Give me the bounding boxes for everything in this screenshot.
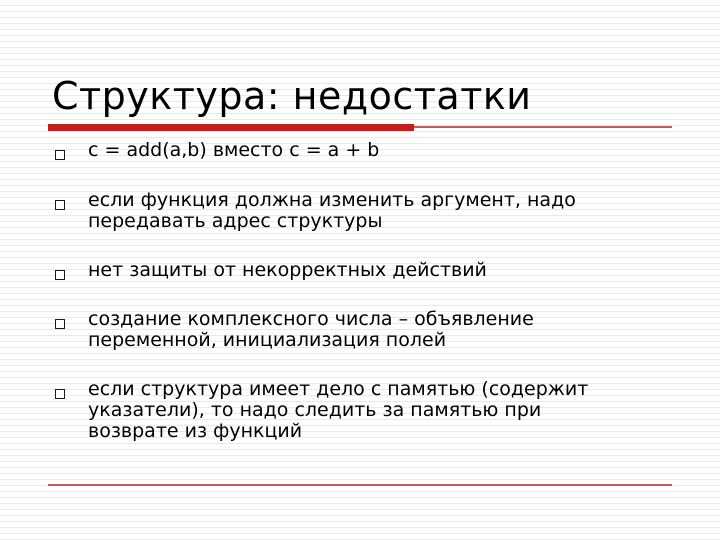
- bullet-item: [52, 190, 672, 232]
- square-bullet-icon: [55, 200, 65, 210]
- square-bullet-icon: [55, 389, 65, 399]
- square-bullet-icon: [55, 270, 65, 280]
- bullet-item: [52, 309, 672, 351]
- bullet-text: нет защиты от некорректных действий: [88, 259, 487, 281]
- title-underline-rule: [414, 126, 672, 128]
- square-bullet-icon: [55, 150, 65, 160]
- square-bullet-icon: [55, 319, 65, 329]
- bullet-text: если структура имеет дело с памятью (содержит указатели), то надо следить за памятью при возврате из функций: [88, 378, 589, 442]
- bullet-text: создание комплексного числа – объявление переменной, инициализация полей: [88, 308, 534, 351]
- bullet-text: c = add(a,b) вместо c = a + b: [88, 139, 380, 161]
- title-underline-accent: [48, 124, 414, 131]
- footer-rule: [48, 484, 672, 486]
- slide-title: Структура: недостатки: [52, 74, 532, 118]
- bullet-item: [52, 379, 672, 442]
- bullet-text: если функция должна изменить аргумент, надо передавать адрес структуры: [88, 189, 576, 232]
- bullet-item: [52, 140, 672, 161]
- bullet-item: [52, 260, 672, 281]
- bullet-list: [52, 140, 672, 442]
